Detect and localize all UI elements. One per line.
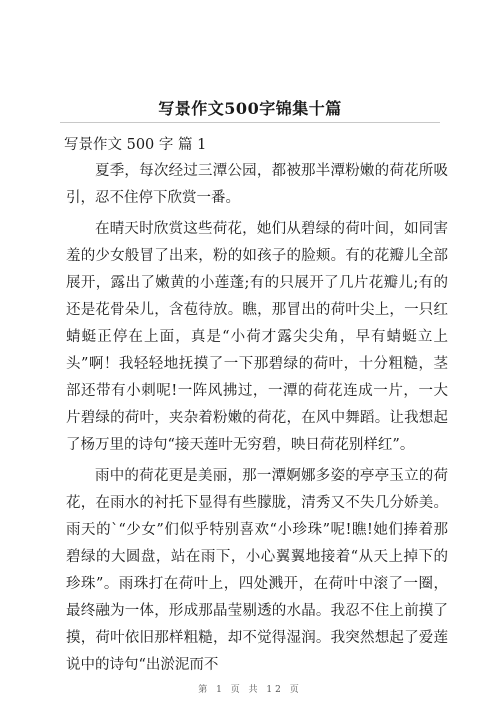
article-body: [66, 158, 448, 683]
page-footer: 第 1 页 共 12 页: [198, 685, 302, 695]
paragraph-2: 在晴天时欣赏这些荷花，她们从碧绿的荷叶间，如同害羞的少女般冒了出来，粉的如孩子的脸颊。有的花瓣儿全部展开，露出了嫩黄的小莲蓬;有的只展开了几片花瓣儿;有的还是花骨朵儿，含苞待放。瞧，那冒出的荷叶尖上，一只红蜻蜓正停在上面，真是“小荷才露尖尖角，早有蜻蜓立上头”啊！我轻轻地抚摸了一下那碧绿的荷叶，十分粗糙，茎部还带有小刺呢!一阵风拂过，一潭的荷花连成一片，一大片碧绿的荷叶，夹杂着粉嫩的荷花，在风中舞蹈。让我想起了杨万里的诗句“接天莲叶无穷碧，映日荷花别样红”。: [66, 221, 448, 453]
title-divider: [60, 122, 440, 123]
page-title: 写景作文500字锦集十篇: [158, 99, 342, 118]
paragraph-1: 夏季，每次经过三潭公园，都被那半潭粉嫩的荷花所吸引，忍不住停下欣赏一番。: [66, 163, 448, 206]
paragraph-3: 雨中的荷花更是美丽，那一潭婀娜多姿的亭亭玉立的荷花，在雨水的衬托下显得有些朦胧，清秀又不失几分娇美。雨天的`“少女”们似乎特别喜欢“小珍珠”呢!瞧!她们捧着那碧绿的大圆盘，站在雨下，小心翼翼地接着“从天上掉下的珍珠”。雨珠打在荷叶上，四处溅开，在荷叶中滚了一圈，最终融为一体，形成那晶莹剔透的水晶。我忍不住上前摸了摸，荷叶依旧那样粗糙，却不觉得湿润。我突然想起了爱莲说中的诗句“出淤泥而不: [66, 468, 448, 673]
section-heading: 写景作文 500 字 篇 1: [64, 137, 207, 153]
